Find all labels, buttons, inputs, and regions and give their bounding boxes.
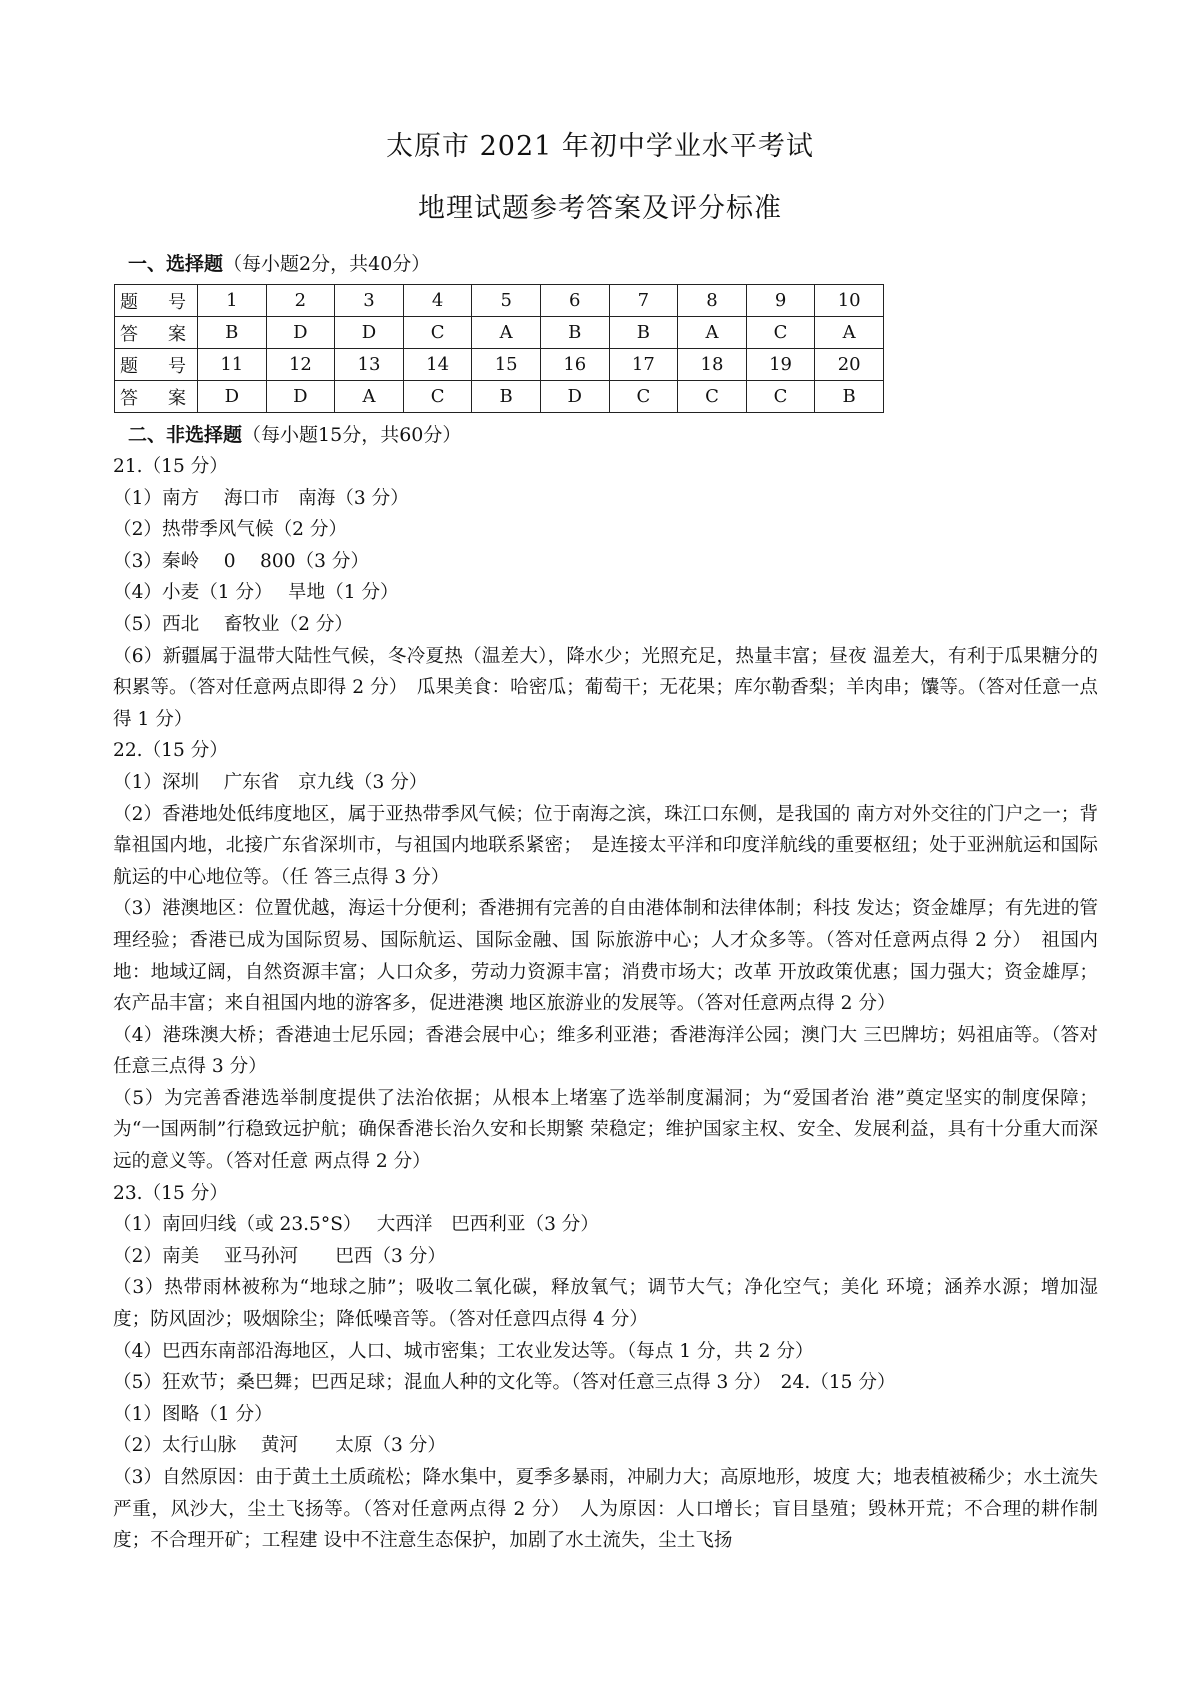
answer-line: （5）西北 畜牧业（2 分） (113, 613, 354, 635)
answer-line: （1）南回归线（或 23.5°S） 大西洋 巴西利亚（3 分） (113, 1214, 599, 1236)
table-cell: B (815, 381, 884, 413)
table-cell: A (678, 317, 747, 349)
section-title: 一、选择题 (128, 253, 224, 275)
answer-line: （4）小麦（1 分） 旱地（1 分） (113, 582, 399, 604)
table-row (115, 317, 884, 349)
answer-table (114, 284, 884, 413)
row-header-cell: 答 案 (115, 317, 198, 349)
answer-line: （1）图略（1 分） (113, 1403, 273, 1425)
table-row (115, 349, 884, 381)
answer-line: （2）太行山脉 黄河 太原（3 分） (113, 1435, 446, 1457)
section-heading-choice (128, 249, 430, 276)
answer-body (113, 451, 1098, 1557)
table-row (115, 381, 884, 413)
answer-line: 22.（15 分） (113, 740, 228, 762)
table-cell: 20 (815, 349, 884, 381)
row-header-cell: 题 号 (115, 285, 198, 317)
table-cell: 7 (609, 285, 678, 317)
table-cell: 10 (815, 285, 884, 317)
table-cell: C (746, 381, 815, 413)
table-cell: 9 (746, 285, 815, 317)
answer-paragraph: （2）香港地处低纬度地区，属于亚热带季风气候；位于南海之滨，珠江口东侧，是我国的 南方对外交往的门户之一；背靠祖国内地，北接广东省深圳市，与祖国内地联系紧密； 是连接太平洋和印度洋航线的重要枢纽；处于亚洲航运和国际航运的中心地位等。（任 答三点得 3 分） (113, 803, 1098, 888)
answer-line: （1）南方 海口市 南海（3 分） (113, 487, 409, 509)
answer-paragraph: （3）自然原因：由于黄土土质疏松；降水集中，夏季多暴雨，冲刷力大；高原地形，坡度 大；地表植被稀少；水土流失严重，风沙大，尘土飞扬等。（答对任意两点得 2 分） 人为原因：人口增长；盲目垦殖；毁林开荒；不合理的耕作制度；不合理开矿；工程建 设中不注意生态保护，加剧了水土流失，尘土飞扬 (113, 1467, 1098, 1552)
table-cell: D (266, 381, 335, 413)
table-cell: 1 (198, 285, 267, 317)
table-cell: 19 (746, 349, 815, 381)
answer-line: （1）深圳 广东省 京九线（3 分） (113, 771, 428, 793)
answer-line: （2）南美 亚马孙河 巴西（3 分） (113, 1245, 446, 1267)
table-cell: 2 (266, 285, 335, 317)
answer-line: （5）狂欢节；桑巴舞；巴西足球；混血人种的文化等。（答对任意三点得 3 分） 24.（15 分） (113, 1372, 896, 1394)
table-row (115, 285, 884, 317)
table-cell: 11 (198, 349, 267, 381)
answer-line: （4）巴西东南部沿海地区，人口、城市密集；工农业发达等。（每点 1 分，共 2 分） (113, 1340, 814, 1362)
table-cell: 6 (540, 285, 609, 317)
table-cell: B (472, 381, 541, 413)
table-cell: 18 (678, 349, 747, 381)
table-cell: 17 (609, 349, 678, 381)
table-cell: 8 (678, 285, 747, 317)
answer-paragraph: （3）港澳地区：位置优越，海运十分便利；香港拥有完善的自由港体制和法律体制；科技 发达；资金雄厚；有先进的管理经验；香港已成为国际贸易、国际航运、国际金融、国 际旅游中心；人才众多等。（答对任意两点得 2 分） 祖国内地：地域辽阔，自然资源丰富；人口众多，劳动力资源丰富；消费市场大；改革 开放政策优惠；国力强大；资金雄厚；农产品丰富；来自祖国内地的游客多，促进港澳 地区旅游业的发展等。（答对任意两点得 2 分） (113, 898, 1098, 1015)
table-cell: 14 (403, 349, 472, 381)
table-cell: 12 (266, 349, 335, 381)
answer-line: （2）热带季风气候（2 分） (113, 519, 348, 541)
row-header-cell: 题 号 (115, 349, 198, 381)
section-note: （每小题15分，共60分） (242, 424, 462, 446)
document-subtitle: 地理试题参考答案及评分标准 (418, 193, 782, 224)
table-cell: 13 (335, 349, 404, 381)
answer-paragraph: （3）热带雨林被称为“地球之肺”；吸收二氧化碳，释放氧气；调节大气；净化空气；美化 环境；涵养水源；增加湿度；防风固沙；吸烟除尘；降低噪音等。（答对任意四点得 4 分） (113, 1277, 1098, 1331)
section-note: （每小题2分，共40分） (223, 253, 431, 275)
table-cell: D (540, 381, 609, 413)
table-cell: D (266, 317, 335, 349)
answer-paragraph: （6）新疆属于温带大陆性气候，冬冷夏热（温差大），降水少；光照充足，热量丰富；昼夜 温差大，有利于瓜果糖分的积累等。（答对任意两点即得 2 分） 瓜果美食：哈密瓜；葡萄干；无花果；库尔勒香梨；羊肉串；馕等。（答对任意一点得 1 分） (113, 645, 1098, 730)
table-cell: 3 (335, 285, 404, 317)
table-cell: D (198, 381, 267, 413)
table-cell: A (472, 317, 541, 349)
table-cell: B (609, 317, 678, 349)
table-cell: A (815, 317, 884, 349)
table-cell: C (678, 381, 747, 413)
answer-paragraph: （4）港珠澳大桥；香港迪士尼乐园；香港会展中心；维多利亚港；香港海洋公园；澳门大 三巴牌坊；妈祖庙等。（答对任意三点得 3 分） (113, 1024, 1098, 1078)
document-title: 太原市 2021 年初中学业水平考试 (386, 131, 814, 162)
row-header-cell: 答 案 (115, 381, 198, 413)
section-title: 二、非选择题 (128, 424, 243, 446)
table-cell: D (335, 317, 404, 349)
table-cell: A (335, 381, 404, 413)
section-heading-nonchoice (128, 420, 461, 447)
answer-line: 23.（15 分） (113, 1182, 228, 1204)
table-cell: B (540, 317, 609, 349)
table-cell: C (403, 317, 472, 349)
table-cell: C (403, 381, 472, 413)
table-cell: 16 (540, 349, 609, 381)
table-cell: B (198, 317, 267, 349)
answer-line: （3）秦岭 0 800（3 分） (113, 550, 370, 572)
table-cell: 15 (472, 349, 541, 381)
table-cell: C (609, 381, 678, 413)
answer-line: 21.（15 分） (113, 456, 228, 477)
answer-paragraph: （5）为完善香港选举制度提供了法治依据；从根本上堵塞了选举制度漏洞；为“爱国者治 港”奠定坚实的制度保障；为“一国两制”行稳致远护航；确保香港长治久安和长期繁 荣稳定；维护国家主权、安全、发展利益，具有十分重大而深远的意义等。（答对任意 两点得 2 分） (113, 1087, 1098, 1173)
table-cell: 5 (472, 285, 541, 317)
table-cell: 4 (403, 285, 472, 317)
table-cell: C (746, 317, 815, 349)
